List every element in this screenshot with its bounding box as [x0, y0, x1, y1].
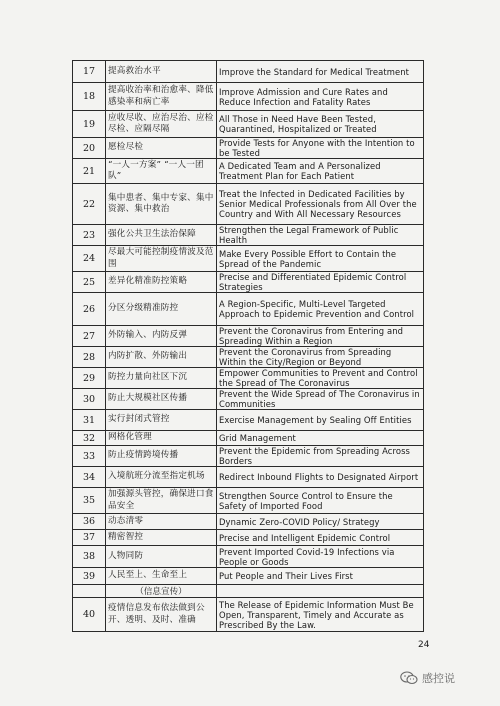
english-term: Make Every Possible Effort to Contain the Spread of the Pandemic — [217, 246, 424, 272]
table-row — [73, 568, 424, 585]
table-row — [73, 389, 424, 410]
table-row — [73, 225, 424, 246]
chinese-term: 入境航班分流至指定机场 — [106, 467, 217, 488]
english-term: Improve the Standard for Medical Treatment — [217, 61, 424, 83]
watermark — [400, 670, 455, 686]
table-row — [73, 598, 424, 632]
table-row — [73, 272, 424, 293]
row-number: 20 — [73, 138, 106, 159]
row-number: 30 — [73, 389, 106, 410]
section-empty-cell — [73, 585, 106, 598]
chinese-term: 分区分级精准防控 — [106, 293, 217, 326]
english-term: Prevent the Epidemic from Spreading Across Borders — [217, 446, 424, 467]
chinese-term: 动态清零 — [106, 514, 217, 530]
chinese-term: 防控力量向社区下沉 — [106, 368, 217, 389]
chinese-term: 防止疫情跨境传播 — [106, 446, 217, 467]
table-row — [73, 446, 424, 467]
watermark-text: 感控说 — [422, 672, 455, 685]
table-row — [73, 431, 424, 446]
row-number: 39 — [73, 568, 106, 585]
english-term: Prevent the Wide Spread of The Coronavirus in Communities — [217, 389, 424, 410]
table-row — [73, 514, 424, 530]
english-term: Strengthen the Legal Framework of Public Health — [217, 225, 424, 246]
row-number: 24 — [73, 246, 106, 272]
table-row — [73, 138, 424, 159]
row-number: 29 — [73, 368, 106, 389]
row-number: 28 — [73, 347, 106, 368]
row-number: 19 — [73, 111, 106, 138]
section-header-row — [73, 585, 424, 598]
row-number: 25 — [73, 272, 106, 293]
chinese-term: 提高收治率和治愈率、降低感染率和病亡率 — [106, 83, 217, 111]
chinese-term: 外防输入、内防反弹 — [106, 326, 217, 347]
table-row — [73, 159, 424, 184]
chinese-term: 实行封闭式管控 — [106, 410, 217, 431]
table-row — [73, 488, 424, 514]
chinese-term: 内防扩散、外防输出 — [106, 347, 217, 368]
chinese-term: 人物同防 — [106, 546, 217, 568]
table-row — [73, 410, 424, 431]
english-term: Treat the Infected in Dedicated Facilities by Senior Medical Professionals from All Over the Country and With All Necessary Resources — [217, 184, 424, 225]
row-number: 22 — [73, 184, 106, 225]
row-number: 40 — [73, 598, 106, 632]
english-term: Precise and Intelligent Epidemic Control — [217, 530, 424, 546]
page-number: 24 — [418, 640, 430, 650]
english-term: Redirect Inbound Flights to Designated Airport — [217, 467, 424, 488]
english-term: Prevent the Coronavirus from Spreading Within the City/Region or Beyond — [217, 347, 424, 368]
chinese-term: 差异化精准防控策略 — [106, 272, 217, 293]
table-row — [73, 530, 424, 546]
table-row — [73, 61, 424, 83]
chinese-term: 强化公共卫生法治保障 — [106, 225, 217, 246]
table-row — [73, 467, 424, 488]
row-number: 23 — [73, 225, 106, 246]
english-term: A Region-Specific, Multi-Level Targeted Approach to Epidemic Prevention and Control — [217, 293, 424, 326]
section-title: （信息宣传） — [106, 585, 217, 598]
english-term: A Dedicated Team and A Personalized Treatment Plan for Each Patient — [217, 159, 424, 184]
table-row — [73, 368, 424, 389]
row-number: 32 — [73, 431, 106, 446]
chinese-term: 应收尽收、应治尽治、应检尽检、应隔尽隔 — [106, 111, 217, 138]
table-row — [73, 546, 424, 568]
chinese-term: 加强源头管控，确保进口食品安全 — [106, 488, 217, 514]
glossary-table — [72, 60, 424, 632]
table-row — [73, 111, 424, 138]
row-number: 31 — [73, 410, 106, 431]
table-row — [73, 326, 424, 347]
chinese-term: 愿检尽检 — [106, 138, 217, 159]
english-term: Strengthen Source Control to Ensure the Safety of Imported Food — [217, 488, 424, 514]
table-row — [73, 184, 424, 225]
row-number: 21 — [73, 159, 106, 184]
chinese-term: 防止大规模社区传播 — [106, 389, 217, 410]
row-number: 38 — [73, 546, 106, 568]
english-term: Dynamic Zero-COVID Policy/ Strategy — [217, 514, 424, 530]
row-number: 17 — [73, 61, 106, 83]
chinese-term: 尽最大可能控制疫情波及范围 — [106, 246, 217, 272]
table-row — [73, 293, 424, 326]
row-number: 36 — [73, 514, 106, 530]
row-number: 33 — [73, 446, 106, 467]
english-term: Put People and Their Lives First — [217, 568, 424, 585]
wechat-icon — [400, 671, 418, 685]
english-term: Improve Admission and Cure Rates and Reduce Infection and Fatality Rates — [217, 83, 424, 111]
chinese-term: 人民至上、生命至上 — [106, 568, 217, 585]
english-term: Precise and Differentiated Epidemic Control Strategies — [217, 272, 424, 293]
chinese-term: 集中患者、集中专家、集中资源、集中救治 — [106, 184, 217, 225]
row-number: 35 — [73, 488, 106, 514]
english-term: The Release of Epidemic Information Must Be Open, Transparent, Timely and Accurate as Prescribed By the Law. — [217, 598, 424, 632]
english-term: Grid Management — [217, 431, 424, 446]
english-term: All Those in Need Have Been Tested, Quarantined, Hospitalized or Treated — [217, 111, 424, 138]
chinese-term: 提高救治水平 — [106, 61, 217, 83]
row-number: 34 — [73, 467, 106, 488]
english-term: Prevent Imported Covid-19 Infections via People or Goods — [217, 546, 424, 568]
row-number: 37 — [73, 530, 106, 546]
chinese-term: 网格化管理 — [106, 431, 217, 446]
chinese-term: “一人一方案” “一人一团队” — [106, 159, 217, 184]
row-number: 26 — [73, 293, 106, 326]
row-number: 18 — [73, 83, 106, 111]
chinese-term: 疫情信息发布依法做到公开、透明、及时、准确 — [106, 598, 217, 632]
table-row — [73, 246, 424, 272]
english-term: Prevent the Coronavirus from Entering and Spreading Within a Region — [217, 326, 424, 347]
english-term: Empower Communities to Prevent and Control the Spread of The Coronavirus — [217, 368, 424, 389]
section-empty-cell — [217, 585, 424, 598]
table-row — [73, 83, 424, 111]
english-term: Exercise Management by Sealing Off Entities — [217, 410, 424, 431]
table-row — [73, 347, 424, 368]
english-term: Provide Tests for Anyone with the Intention to be Tested — [217, 138, 424, 159]
row-number: 27 — [73, 326, 106, 347]
chinese-term: 精密智控 — [106, 530, 217, 546]
